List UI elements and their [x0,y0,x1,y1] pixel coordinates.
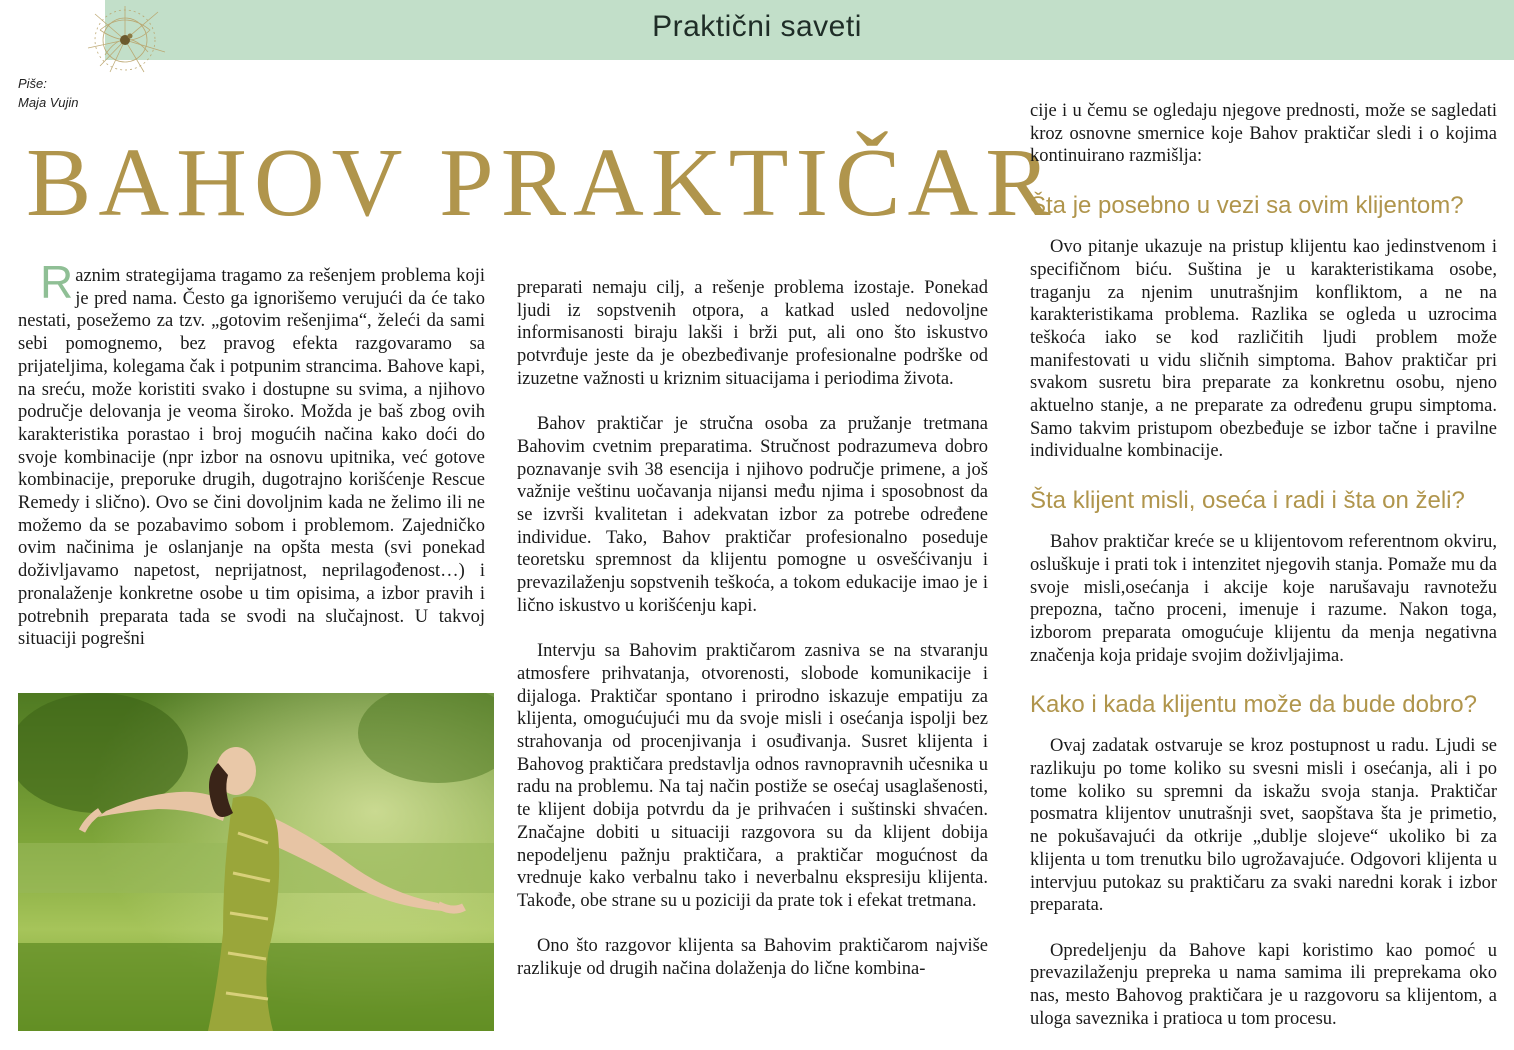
column-3 [1030,100,1497,1030]
byline-author: Maja Vujin [18,95,79,110]
paragraph: Bahov praktičar kreće se u klijentovom referentnom okviru, osluškuje i prati tok i intenzitet njegovih stanja. Pomaže mu da svoje misli,osećanja i akcije koje narušavaju ravnotežu prepozna, tačno proceni, imenuje i razume. Nakon toga, izborom preparata omogućuje klijentu da menja negativna značenja koja pridaje svojim doživljajima. [1030,532,1497,666]
paragraph: cije i u čemu se ogledaju njegove prednosti, može se sagledati kroz osnovne smernice koje Bahov praktičar sledi i o kojima kontinuirano razmišlja: [1030,101,1497,167]
column-2 [517,277,988,981]
intro-text: aznim strategijama tragamo za rešenjem problema koji je pred nama. Često ga ignorišemo verujući da će tako nestati, posežemo za tzv. „gotovim rešenjima“, želeći da sami sebi pomognemo, bez pravog efekta razgovaramo sa prijateljima, kolegama čak i potpunim strancima. Bahove kapi, na sreću, može koristiti svako i dostupne su svima, a njihovo područje delovanja je veoma široko. Možda je baš zbog ovih karakteristika porastao i broj mogućih načina kako doći do svoje kombinacije (npr izbor na osnovu upitnika, već gotove kombinacije, preporuke drugih, dugotrajno korišćenje Rescue Remedy i slično). Ovo se čini dovoljnim kada ne želimo ili ne možemo da se pozabavimo sobom i problemom. Zajedničko ovim načinima je oslanjanje na opšta mesta (svi ponekad doživljavamo napetost, neprijatnost, neprilagođenost…) i pronalaženje konkretne osobe u tim opisima, a izbor pravih i potrebnih preparata tada se svodi na slučajnost. U takvoj situaciji pogrešni [18,266,485,650]
paragraph: Intervju sa Bahovim praktičarom zasniva se na stvaranju atmosfere prihvatanja, otvorenosti, slobode komunikacije i dijaloga. Praktičar spontano i prirodno iskazuje empatiju za klijenta, omogućujući mu da svoje misli i osećanja ispolji bez strahovanja od procenjivanja i osuđivanja. Susret klijenta i Bahovog praktičara predstavlja odnos ravnopravnih učesnika u radu na problemu. Na taj način postiže se osećaj usaglašenosti, te klijent dobija potvrdu da je prihvaćen i suštinski shvaćen. Značajne dobiti u situaciji razgovora su da klijent dobija nepodeljenu pažnju praktičara, a praktičar mogućnost da vrednuje kako verbalnu tako i neverbalnu ekspresiju klijenta. Takođe, obe strane su u poziciji da prate tok i efekat tretmana. [517,641,988,911]
paragraph: Ono što razgovor klijenta sa Bahovim praktičarom najviše razlikuje od drugih načina dolaženja do lične kombina- [517,936,988,980]
paragraph: Ovaj zadatak ostvaruje se kroz postupnost u radu. Ljudi se razlikuju po tome koliko su svesni misli i osećanja, ali i po tome koliko su spremni da iskažu svoja stanja. Praktičar posmatra klijentov unutrašnji svet, saopštava šta je primetio, ne pokušavajući da otkrije „dublje slojeve“ ukoliko bi za klijenta u tom trenutku bilo ugrožavajuće. Odgovori klijenta u intervjuu putokaz su praktičaru za svaki naredni korak i izbor preparata. [1030,736,1497,916]
subheading: Šta je posebno u vezi sa ovim klijentom? [1030,192,1464,220]
intro-paragraph [18,256,485,651]
headline: BAHOV PRAKTIČAR [26,129,1058,237]
paragraph: Ovo pitanje ukazuje na pristup klijentu kao jedinstvenom i specifičnom biću. Suština je u karakteristikama osobe, traganju za njenim unutrašnjim konfliktom, a ne na karakteristikama problema. Razlika se ogleda u uzrocima teškoća iako se kod različitih ljudi problem može manifestovati u vidu sličnih simptoma. Bahov praktičar pri svakom susretu bira preparate za konkretnu osobu, njeno aktuelno stanje, a ne preparate za određenu grupu simptoma. Samo takvim pristupom obezbeđuje se izbor tačne i pravilne individualne kombinacije. [1030,237,1497,462]
paragraph: Bahov praktičar je stručna osoba za pružanje tretmana Bahovim cvetnim preparatima. Stručnost podrazumeva dobro poznavanje svih 38 esencija i njihovo područje primene, a još važnije veštinu uočavanja nijansi među njima i sposobnost da se izvrši kvalitetan i adekvatan izbor za potrebe određene individue. Tako, Bahov praktičar profesionalno poseduje teoretsku spremnost da klijentu pomogne u osvešćivanju i prevazilaženju sopstvenih teškoća, a tokom edukacije imao je i lično iskustvo u korišćenju kapi. [517,414,988,616]
byline-label: Piše: [18,76,47,91]
dandelion-seed-icon [70,0,180,76]
byline [18,74,78,112]
column-1 [18,256,485,651]
woman-in-nature-photo [18,693,494,1031]
paragraph: preparati nemaju cilj, a rešenje problema izostaje. Ponekad ljudi iz sopstvenih otpora, a katkad usled nedovoljne informisanosti biraju lakši i brži put, ali ono što iskustvo potvrđuje jeste da je obezbeđivanje profesionalne podrške od izuzetne važnosti u kriznim situacijama i periodima života. [517,278,988,389]
section-title: Praktični saveti [652,10,862,43]
subheading: Šta klijent misli, oseća i radi i šta on želi? [1030,487,1465,515]
paragraph: Opredeljenju da Bahove kapi koristimo kao pomoć u prevazilaženju prepreka u nama samima ili preprekama oko nas, mesto Bahovog praktičara je u razgovoru sa klijentom, a uloga saveznika i pratioca u tom procesu. [1030,940,1497,1029]
subheading: Kako i kada klijentu može da bude dobro? [1030,691,1477,719]
dropcap: R [40,256,74,308]
